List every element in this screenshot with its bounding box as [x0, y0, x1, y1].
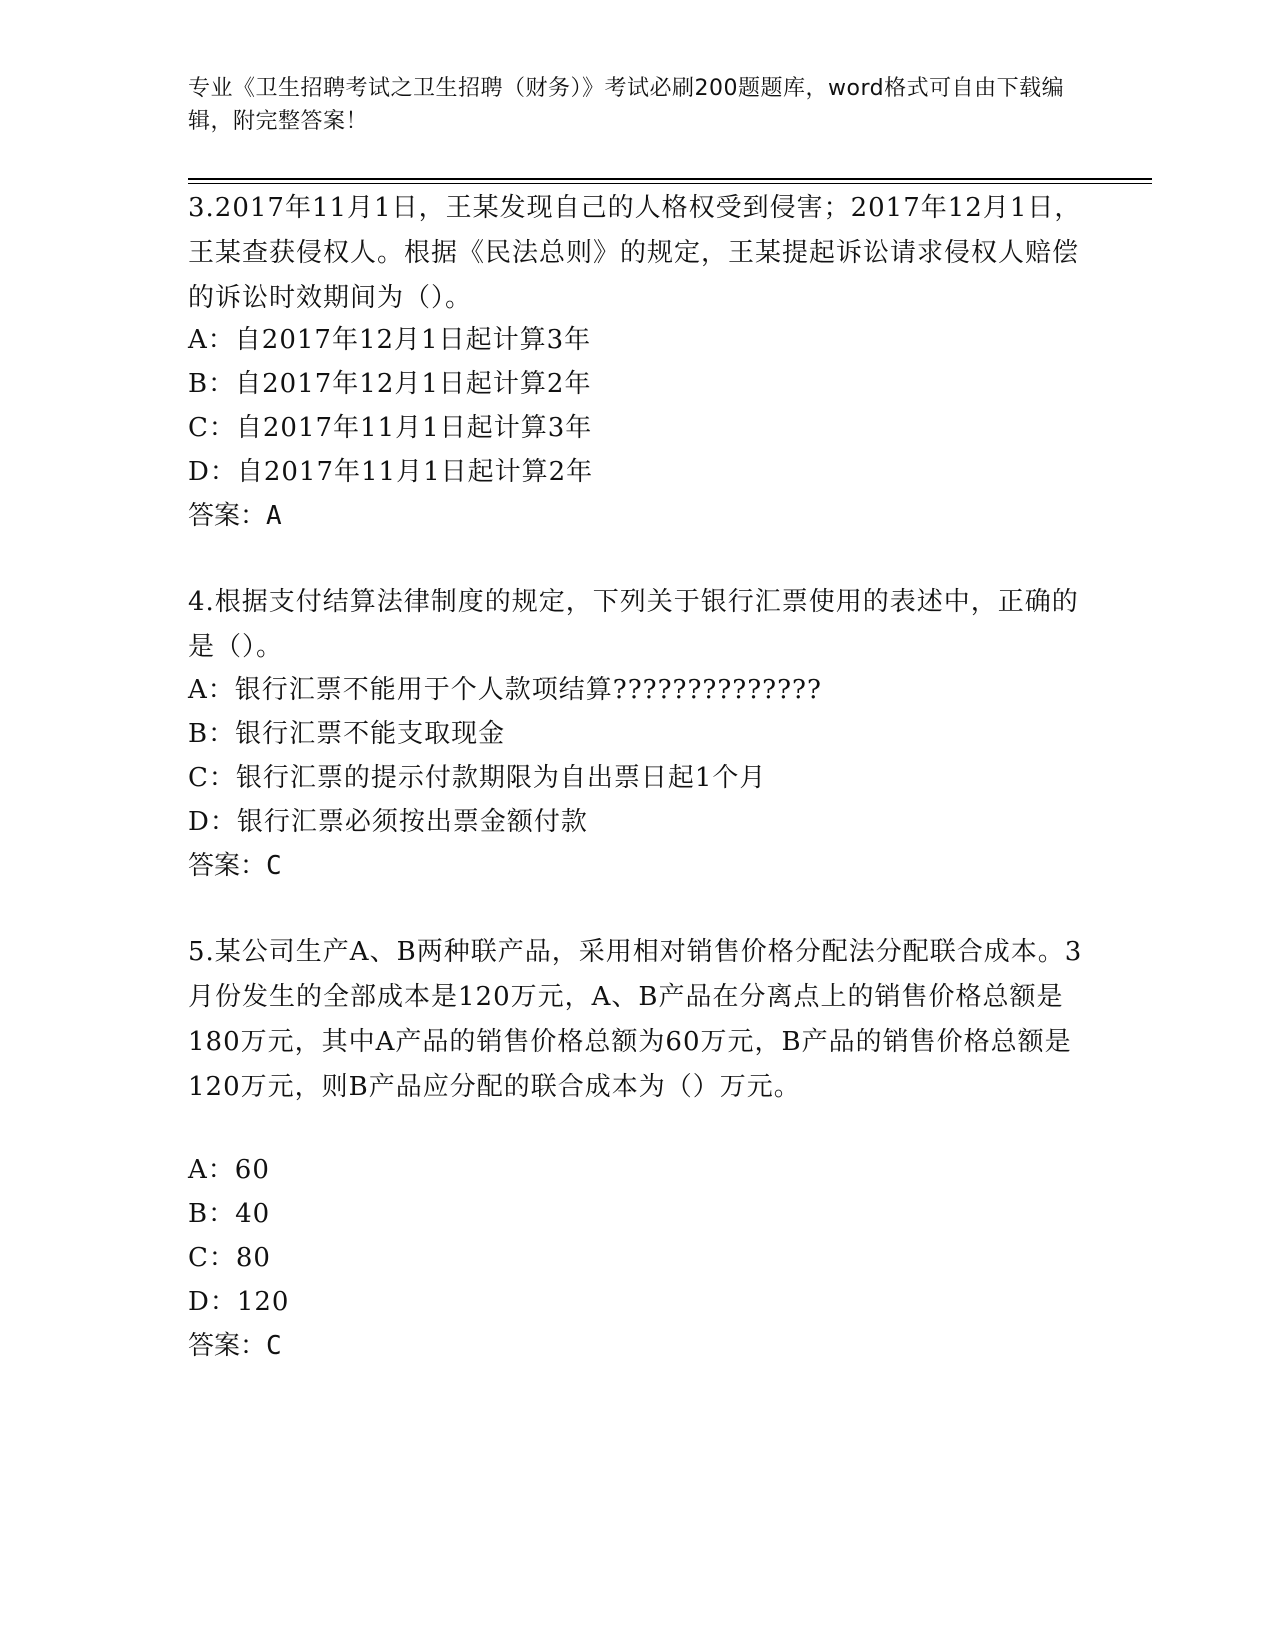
- option-a: A：银行汇票不能用于个人款项结算??????????????: [188, 675, 822, 705]
- question-text: 4.根据支付结算法律制度的规定，下列关于银行汇票使用的表述中，正确的是（）。: [188, 587, 1079, 662]
- header-rule-thick: [188, 178, 1152, 180]
- option-c: C：80: [188, 1243, 271, 1273]
- option-a: A：自2017年12月1日起计算3年: [188, 325, 592, 355]
- answer-label: 答案：: [188, 851, 267, 881]
- option-b: B：银行汇票不能支取现金: [188, 719, 506, 749]
- option-c: C：银行汇票的提示付款期限为自出票日起1个月: [188, 763, 767, 793]
- option-b: B：自2017年12月1日起计算2年: [188, 369, 592, 399]
- option-c: C：自2017年11月1日起计算3年: [188, 413, 593, 443]
- answer-label: 答案：: [188, 501, 267, 531]
- question-text: 3.2017年11月1日，王某发现自己的人格权受到侵害；2017年12月1日，王某查获侵权人。根据《民法总则》的规定，王某提起诉讼请求侵权人赔偿的诉讼时效期间为（）。: [188, 193, 1082, 313]
- option-d: D：自2017年11月1日起计算2年: [188, 457, 594, 487]
- answer-line: [188, 1324, 282, 1369]
- answer-value: C: [266, 851, 282, 881]
- option-d: D：120: [188, 1287, 290, 1317]
- option-b: B：40: [188, 1199, 271, 1229]
- option-d: D：银行汇票必须按出票金额付款: [188, 807, 588, 837]
- document-header: 专业《卫生招聘考试之卫生招聘（财务）》考试必刷200题题库，word格式可自由下载编辑，附完整答案！: [188, 76, 1065, 134]
- answer-value: A: [266, 501, 282, 531]
- answer-line: [188, 494, 282, 539]
- answer-label: 答案：: [188, 1331, 267, 1361]
- answer-value: C: [266, 1331, 282, 1361]
- answer-line: [188, 844, 282, 889]
- question-text: 5.某公司生产A、B两种联产品，采用相对销售价格分配法分配联合成本。3月份发生的全部成本是120万元，A、B产品在分离点上的销售价格总额是180万元，其中A产品的销售价格总额为60万元，B产品的销售价格总额是120万元，则B产品应分配的联合成本为（）万元。: [188, 937, 1083, 1102]
- header-rule-thin: [188, 183, 1152, 184]
- option-a: A：60: [188, 1155, 270, 1185]
